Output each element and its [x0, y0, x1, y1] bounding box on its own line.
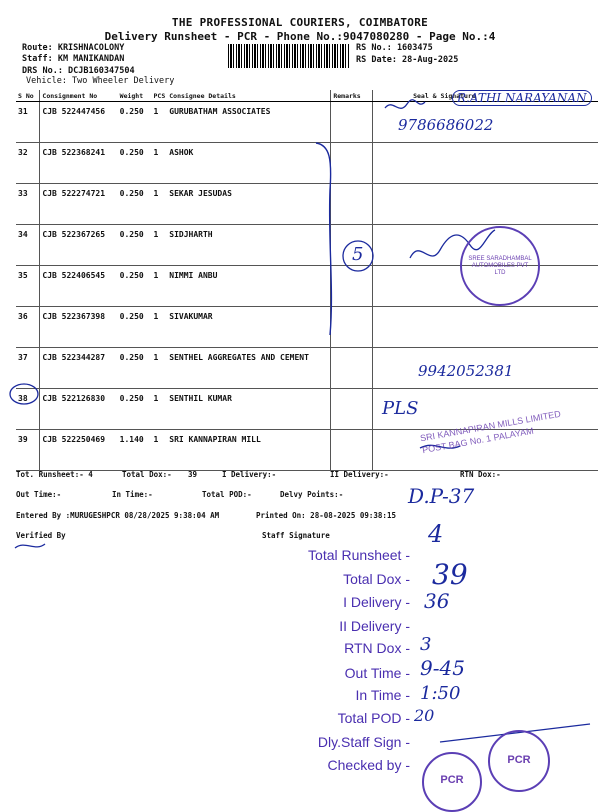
row-weight: 0.250	[119, 189, 144, 198]
pcr-stamp-left-text: PCR	[440, 774, 464, 786]
col-sno: S No	[16, 90, 40, 102]
company-name: THE PROFESSIONAL COURIERS, COIMBATORE	[171, 16, 429, 29]
delvy-points: Delvy Points:-	[280, 490, 344, 499]
row-sno: 37	[18, 353, 28, 362]
col-pcs: PCS	[153, 91, 166, 100]
row-consignment: CJB 522367398	[42, 312, 106, 321]
summary-total-pod: Total POD -	[337, 710, 410, 726]
rs-number: RS No.: 1603475	[356, 43, 433, 53]
row-sno: 35	[18, 271, 28, 280]
in-time: In Time:-	[112, 490, 153, 499]
summary-staff-sign: Dly.Staff Sign -	[317, 734, 410, 750]
summary-checked-by: Checked by -	[327, 757, 410, 773]
summary-out-time: Out Time -	[344, 665, 410, 681]
row-consignment: CJB 522344287	[42, 353, 106, 362]
row-weight: 0.250	[119, 148, 144, 157]
summary-total-pod-value: 20	[414, 706, 435, 725]
col-consignee: Consignee Details	[167, 90, 331, 102]
row-weight: 0.250	[119, 394, 144, 403]
row-pcs: 1	[153, 353, 159, 362]
pcr-stamp-right-text: PCR	[507, 754, 531, 766]
company-seal-stamp	[460, 226, 540, 306]
summary-in-time-value: 1:50	[420, 683, 461, 704]
row-consignee: SEKAR JESUDAS	[169, 189, 232, 198]
staff: Staff: KM MANIKANDAN	[22, 54, 125, 64]
summary-rtn-dox: RTN Dox -	[344, 640, 410, 656]
row-consignee: SENTHEL AGGREGATES AND CEMENT	[169, 353, 309, 362]
row-pcs: 1	[153, 435, 159, 444]
total-pod: Total POD:-	[202, 490, 252, 499]
row-weight: 0.250	[119, 353, 144, 362]
row-pcs: 1	[153, 230, 159, 239]
verified-signature-icon	[15, 544, 45, 548]
row-sno: 39	[18, 435, 28, 444]
summary-out-time-value: 9-45	[420, 656, 465, 680]
row-sno: 32	[18, 148, 28, 157]
row-consignment: CJB 522368241	[42, 148, 106, 157]
circled-row-icon	[10, 384, 38, 404]
out-time: Out Time:-	[16, 490, 62, 499]
row-pcs: 1	[153, 271, 159, 280]
signature-row31-icon	[385, 100, 425, 109]
row-sno: 34	[18, 230, 28, 239]
row-consignee: SENTHIL KUMAR	[169, 394, 232, 403]
handwritten-phone: 9786686022	[398, 116, 494, 134]
tot-runsheet: Tot. Runsheet:- 4	[16, 470, 93, 479]
handwritten-pls: PLS	[382, 398, 419, 419]
row-weight: 1.140	[119, 435, 144, 444]
col-remarks: Remarks	[331, 90, 373, 102]
rtn-dox: RTN Dox:-	[460, 470, 501, 479]
row-weight: 0.250	[119, 312, 144, 321]
summary-total-dox-value: 39	[432, 558, 468, 591]
total-dox-value: 39	[188, 470, 198, 479]
row-consignee: SRI KANNAPIRAN MILL	[169, 435, 261, 444]
row-pcs: 1	[153, 394, 159, 403]
row-weight: 0.250	[119, 107, 144, 116]
col-consignment: Consignment No	[40, 90, 118, 102]
row-consignee: GURUBATHAM ASSOCIATES	[169, 107, 271, 116]
summary-ii-delivery: II Delivery -	[339, 618, 410, 634]
handwritten-name: R.ATHI NARAYANAN	[452, 90, 592, 106]
row-sno: 36	[18, 312, 28, 321]
pcr-stamp-right	[488, 730, 550, 792]
summary-total-dox: Total Dox -	[343, 571, 410, 587]
rs-date: RS Date: 28-Aug-2025	[356, 55, 459, 65]
handwritten-phone-2: 9942052381	[418, 362, 514, 380]
row-sno: 31	[18, 107, 28, 116]
drs-number: DRS No.: DCJB160347504	[22, 66, 135, 76]
row-consignee: NIMMI ANBU	[169, 271, 218, 280]
row-sno: 33	[18, 189, 28, 198]
company-seal-text: SREE SARADHAMBAL AUTOMOBILES PVT LTD	[468, 256, 532, 276]
handwritten-dp: D.P-37	[408, 484, 475, 508]
row-pcs: 1	[153, 312, 159, 321]
row-consignment: CJB 522367265	[42, 230, 106, 239]
pcr-stamp-left	[422, 752, 482, 812]
row-pcs: 1	[153, 189, 159, 198]
summary-total-runsheet: Total Runsheet -	[308, 547, 410, 563]
total-dox-label: Total Dox:-	[122, 470, 172, 479]
summary-rtn-dox-value: 3	[420, 634, 432, 655]
row-consignment: CJB 522250469	[42, 435, 106, 444]
row-sno: 38	[18, 394, 28, 403]
i-delivery: I Delivery:-	[222, 470, 277, 479]
mill-stamp: SRI KANNAPIRAN MILLS LIMITED POST BAG No. 1 PALAYAM	[419, 408, 562, 456]
row-weight: 0.250	[119, 271, 144, 280]
row-consignee: SIVAKUMAR	[169, 312, 213, 321]
row-weight: 0.250	[119, 230, 144, 239]
row-pcs: 1	[153, 107, 159, 116]
row-consignment: CJB 522126830	[42, 394, 106, 403]
handwritten-five: 5	[352, 244, 364, 265]
route: Route: KRISHNACOLONY	[22, 43, 125, 53]
row-consignee: SIDJHARTH	[169, 230, 213, 239]
bracket-line-icon	[316, 143, 331, 335]
summary-in-time: In Time -	[355, 687, 410, 703]
row-consignee: ASHOK	[169, 148, 194, 157]
summary-i-delivery: I Delivery -	[343, 594, 410, 610]
row-consignment: CJB 522406545	[42, 271, 106, 280]
handwritten-four: 4	[428, 520, 444, 548]
col-weight: Weight	[118, 90, 152, 102]
runsheet-title: Delivery Runsheet - PCR - Phone No.:9047080280 - Page No.:4	[104, 30, 496, 43]
col-signature: Seal & Signature	[373, 90, 598, 102]
vehicle: Vehicle: Two Wheeler Delivery	[26, 76, 175, 86]
row-consignment: CJB 522274721	[42, 189, 106, 198]
summary-i-delivery-value: 36	[424, 589, 450, 613]
ii-delivery: II Delivery:-	[330, 470, 389, 479]
printed-on: Printed On: 28-08-2025 09:38:15	[256, 511, 396, 520]
row-consignment: CJB 522447456	[42, 107, 106, 116]
staff-signature: Staff Signature	[262, 531, 330, 540]
verified-by: Verified By	[16, 531, 66, 540]
entered-by: Entered By :MURUGESHPCR 08/28/2025 9:38:04 AM	[16, 511, 220, 520]
row-pcs: 1	[153, 148, 159, 157]
